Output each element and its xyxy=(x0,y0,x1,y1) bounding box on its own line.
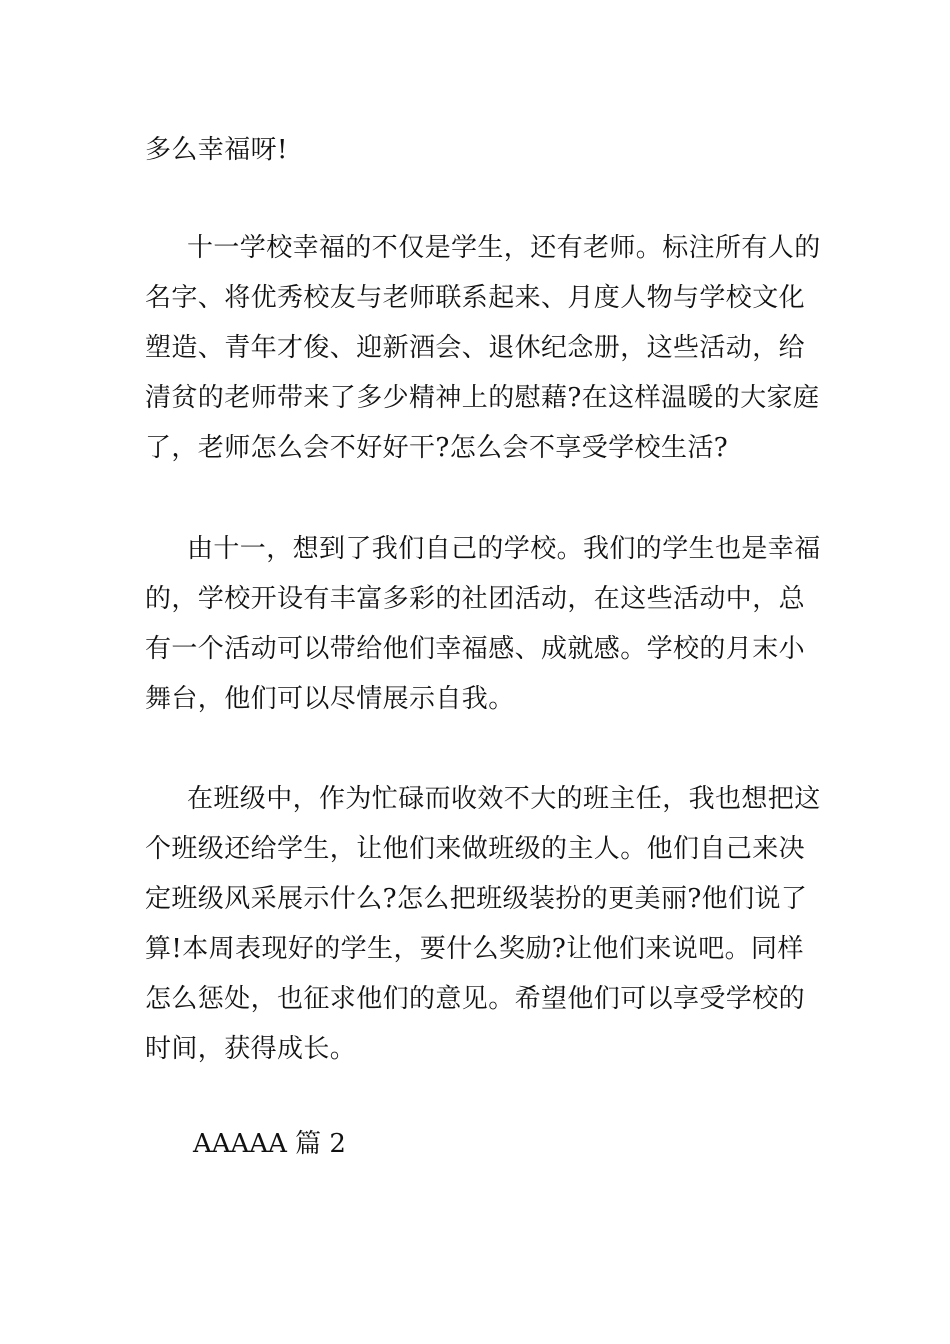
text-line: 个班级还给学生，让他们来做班级的主人。他们自己来决 xyxy=(145,834,806,864)
text-line: 塑造、青年才俊、迎新酒会、退休纪念册，这些活动，给 xyxy=(145,333,806,363)
text-line: 时间，获得成长。 xyxy=(145,1034,357,1064)
section-heading: AAAAA 篇 2 xyxy=(193,1129,346,1159)
text-line: 在班级中，作为忙碌而收效不大的班主任，我也想把这 xyxy=(187,784,821,814)
text-line: 名字、将优秀校友与老师联系起来、月度人物与学校文化 xyxy=(145,283,806,313)
text-line: 多么幸福呀! xyxy=(145,135,288,165)
text-line: 算!本周表现好的学生，要什么奖励?让他们来说吧。同样 xyxy=(145,934,804,964)
text-line: 怎么惩处，也征求他们的意见。希望他们可以享受学校的 xyxy=(145,984,806,1014)
text-line: 清贫的老师带来了多少精神上的慰藉?在这样温暖的大家庭 xyxy=(145,383,820,413)
text-line: 了，老师怎么会不好好干?怎么会不享受学校生活? xyxy=(145,433,729,463)
text-line: 有一个活动可以带给他们幸福感、成就感。学校的月末小 xyxy=(145,634,806,664)
text-line: 由十一，想到了我们自己的学校。我们的学生也是幸福 xyxy=(187,534,821,564)
text-line: 的，学校开设有丰富多彩的社团活动，在这些活动中，总 xyxy=(145,584,806,614)
text-line: 舞台，他们可以尽情展示自我。 xyxy=(145,684,515,714)
text-line: 定班级风采展示什么?怎么把班级装扮的更美丽?他们说了 xyxy=(145,884,808,914)
text-line: 十一学校幸福的不仅是学生，还有老师。标注所有人的 xyxy=(187,233,821,263)
